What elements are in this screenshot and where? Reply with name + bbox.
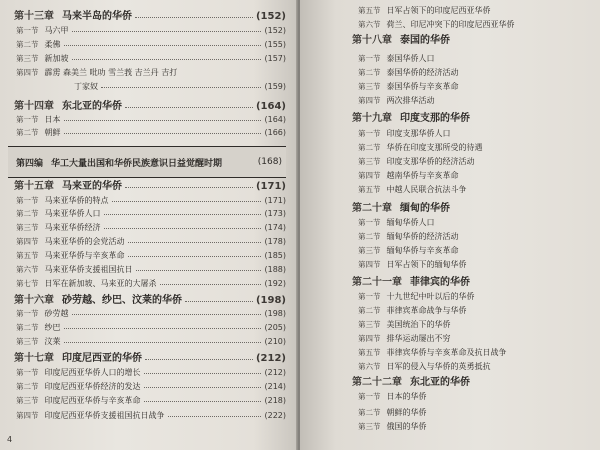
left-page — [0, 0, 298, 450]
entry-number: 第六节 — [358, 20, 381, 29]
toc-section-entry — [358, 230, 600, 244]
entry-title: 缅甸华侨与辛亥革命 — [386, 246, 459, 255]
toc-section-entry — [16, 409, 286, 423]
entry-title: 缅甸华侨的经济活动 — [386, 232, 459, 241]
leader-dots — [64, 44, 262, 46]
entry-number: 第五节 — [358, 348, 381, 357]
entry-title: 中越人民联合抗法斗争 — [386, 185, 467, 194]
leader-dots — [125, 186, 253, 188]
entry-number: 第一节 — [358, 292, 381, 301]
entry-number: 第一节 — [16, 368, 39, 377]
entry-page: (171) — [264, 196, 286, 205]
entry-number: 第二十二章 — [352, 377, 402, 388]
toc-section-entry — [16, 194, 286, 208]
entry-title: 十九世纪中叶以后的华侨 — [386, 292, 475, 301]
entry-title: 马来亚华侨人口 — [44, 209, 101, 218]
entry-title: 砂劳越 — [44, 309, 69, 318]
entry-title: 汶莱 — [44, 337, 61, 346]
leader-dots — [168, 415, 262, 417]
entry-title: 朝鲜 — [44, 128, 61, 137]
leader-dots — [72, 30, 262, 32]
toc-chapter-entry — [352, 374, 600, 391]
entry-number: 第一节 — [16, 115, 39, 124]
entry-title: 日军占领下的缅甸华侨 — [386, 260, 467, 269]
toc-section-entry — [358, 406, 600, 420]
entry-title: 马来亚华侨的特点 — [44, 196, 109, 205]
entry-title: 东北亚的华侨 — [62, 101, 122, 112]
leader-dots — [144, 386, 262, 388]
toc-section-entry — [16, 207, 286, 221]
entry-title: 华侨在印度支那所受的待遇 — [386, 143, 483, 152]
leader-dots — [144, 400, 262, 402]
entry-number: 第四节 — [358, 96, 381, 105]
entry-title: 马来亚华侨支援祖国抗日 — [44, 265, 133, 274]
entry-title: 缅甸的华侨 — [400, 203, 450, 214]
toc-section-entry — [358, 318, 600, 332]
toc-section-entry — [358, 52, 600, 66]
entry-number: 第七节 — [16, 279, 39, 288]
entry-number: 第一节 — [16, 26, 39, 35]
toc-section-entry — [358, 216, 600, 230]
entry-page: (174) — [264, 223, 286, 232]
entry-number: 第十六章 — [14, 295, 54, 306]
toc-section-entry — [358, 183, 600, 197]
entry-page: (159) — [264, 82, 286, 91]
entry-number: 第二节 — [358, 68, 381, 77]
right-toc-list — [300, 0, 600, 450]
entry-number: 第十五章 — [14, 181, 54, 192]
entry-title: 日军占领下的印度尼西亚华侨 — [386, 6, 491, 15]
leader-dots — [136, 269, 262, 271]
toc-section-entry — [358, 346, 600, 360]
toc-section-entry — [16, 307, 286, 321]
entry-title: 朝鲜的华侨 — [386, 408, 427, 417]
entry-number: 第二节 — [16, 209, 39, 218]
part-page: (168) — [257, 157, 282, 167]
entry-number: 第二节 — [16, 323, 39, 332]
entry-number: 第一节 — [358, 218, 381, 227]
entry-title: 印度支那华侨人口 — [386, 129, 451, 138]
entry-title: 马来亚华侨与辛亥革命 — [44, 251, 125, 260]
leader-dots — [185, 300, 253, 302]
toc-section-entry — [358, 80, 600, 94]
entry-page: (173) — [264, 209, 286, 218]
entry-page: (171) — [255, 181, 286, 192]
toc-section-entry — [358, 290, 600, 304]
toc-section-entry — [358, 304, 600, 318]
leader-dots — [128, 241, 262, 243]
entry-title: 印度尼西亚华侨经济的发达 — [44, 382, 141, 391]
entry-number: 第五节 — [16, 251, 39, 260]
entry-number: 第三节 — [358, 82, 381, 91]
entry-number: 第二十章 — [352, 203, 392, 214]
entry-title: 马六甲 — [44, 26, 69, 35]
entry-page: (155) — [264, 40, 286, 49]
leader-dots — [145, 358, 253, 360]
entry-number: 第六节 — [358, 362, 381, 371]
entry-page: (218) — [264, 396, 286, 405]
toc-section-entry — [16, 235, 286, 249]
entry-title: 印度尼西亚华侨支援祖国抗日战争 — [44, 411, 165, 420]
entry-page: (212) — [264, 368, 286, 377]
entry-number: 第二节 — [358, 408, 381, 417]
toc-chapter-entry — [352, 32, 600, 49]
entry-title: 印度尼西亚的华侨 — [62, 353, 142, 364]
entry-title: 荷兰、印尼冲突下的印度尼西亚华侨 — [386, 20, 515, 29]
entry-number: 第二节 — [358, 306, 381, 315]
leader-dots — [64, 341, 262, 343]
page-folio: 4 — [7, 435, 13, 444]
entry-page: (188) — [264, 265, 286, 274]
toc-section-entry — [16, 263, 286, 277]
entry-title: 印度支那华侨的经济活动 — [386, 157, 475, 166]
entry-title: 印度尼西亚华侨人口的增长 — [44, 368, 141, 377]
leader-dots — [64, 327, 262, 329]
leader-dots — [104, 213, 262, 215]
entry-page: (178) — [264, 237, 286, 246]
toc-chapter-entry — [14, 178, 286, 195]
toc-section-entry — [358, 155, 600, 169]
entry-number: 第二节 — [16, 128, 39, 137]
entry-number: 第五节 — [358, 185, 381, 194]
entry-number: 第三节 — [16, 54, 39, 63]
entry-number: 第四节 — [16, 411, 39, 420]
entry-title: 日本的华侨 — [386, 392, 427, 401]
entry-number: 第六节 — [16, 265, 39, 274]
entry-number: 第十四章 — [14, 101, 54, 112]
entry-number: 第四节 — [358, 260, 381, 269]
toc-section-entry — [16, 366, 286, 380]
leader-dots — [135, 16, 253, 18]
entry-number: 第十七章 — [14, 353, 54, 364]
left-toc-list — [0, 0, 298, 450]
entry-page: (214) — [264, 382, 286, 391]
leader-dots — [104, 227, 262, 229]
entry-number: 第四节 — [16, 237, 39, 246]
leader-dots — [112, 200, 262, 202]
entry-title: 马来亚华侨的会党活动 — [44, 237, 125, 246]
toc-section-entry — [358, 141, 600, 155]
entry-page: (198) — [255, 295, 286, 306]
entry-title: 美国统治下的华侨 — [386, 320, 451, 329]
leader-dots — [128, 255, 262, 257]
entry-page: (157) — [264, 54, 286, 63]
toc-chapter-entry — [14, 350, 286, 367]
toc-section-entry — [358, 332, 600, 346]
entry-title: 泰国的华侨 — [400, 35, 450, 46]
entry-number: 第二节 — [16, 40, 39, 49]
entry-title: 日军在新加坡、马来亚的大屠杀 — [44, 279, 157, 288]
entry-title: 新加坡 — [44, 54, 69, 63]
entry-page: (212) — [255, 353, 286, 364]
part-title: 华工大量出国和华侨民族意识日益觉醒时期 — [51, 158, 223, 169]
entry-page: (222) — [264, 411, 286, 420]
entry-number: 第五节 — [358, 6, 381, 15]
entry-number: 第一节 — [358, 129, 381, 138]
entry-number: 第三节 — [358, 422, 381, 431]
toc-section-entry — [358, 66, 600, 80]
entry-number: 第三节 — [16, 223, 39, 232]
entry-number: 第十八章 — [352, 35, 392, 46]
toc-section-entry — [358, 244, 600, 258]
toc-section-entry — [16, 24, 286, 38]
entry-title: 柔佛 — [44, 40, 61, 49]
entry-number: 第三节 — [16, 396, 39, 405]
entry-title: 泰国华侨的经济活动 — [386, 68, 459, 77]
entry-page: (166) — [264, 128, 286, 137]
toc-section-entry — [16, 52, 286, 66]
entry-number: 第一节 — [16, 309, 39, 318]
toc-section-entry — [16, 38, 286, 52]
toc-section-entry — [358, 420, 600, 434]
entry-page: (198) — [264, 309, 286, 318]
entry-number: 第二节 — [358, 232, 381, 241]
entry-title: 菲律宾革命战争与华侨 — [386, 306, 467, 315]
entry-number: 第一节 — [358, 392, 381, 401]
entry-number: 第三节 — [358, 157, 381, 166]
entry-title: 越南华侨与辛亥革命 — [386, 171, 459, 180]
toc-section-entry — [16, 66, 286, 80]
entry-number: 第四节 — [358, 334, 381, 343]
entry-title: 泰国华侨人口 — [386, 54, 435, 63]
entry-title: 马来亚华侨经济 — [44, 223, 101, 232]
entry-page: (185) — [264, 251, 286, 260]
entry-number: 第二十一章 — [352, 277, 402, 288]
toc-section-entry — [358, 127, 600, 141]
entry-title: 印度尼西亚华侨与辛亥革命 — [44, 396, 141, 405]
entry-number: 第四节 — [358, 171, 381, 180]
entry-title: 日军的侵入与华侨的英勇抵抗 — [386, 362, 491, 371]
entry-title: 砂劳越、纱巴、汶莱的华侨 — [62, 295, 182, 306]
toc-section-entry — [16, 126, 286, 140]
entry-number: 第二节 — [16, 382, 39, 391]
right-page — [300, 0, 600, 450]
entry-title: 纱巴 — [44, 323, 61, 332]
entry-title: 马来亚的华侨 — [62, 181, 122, 192]
entry-number: 第二节 — [358, 143, 381, 152]
entry-title: 霹雳 森美兰 吡叻 雪兰莪 吉兰丹 吉打 — [44, 68, 178, 77]
entry-title: 丁家奴 — [74, 82, 98, 91]
toc-section-entry — [16, 249, 286, 263]
toc-section-entry — [16, 221, 286, 235]
toc-section-entry — [358, 4, 600, 18]
toc-chapter-entry — [352, 110, 600, 127]
entry-number: 第三节 — [358, 320, 381, 329]
entry-page: (205) — [264, 323, 286, 332]
entry-title: 菲律宾华侨与辛亥革命及抗日战争 — [386, 348, 507, 357]
leader-dots — [72, 58, 262, 60]
entry-title: 两次排华活动 — [386, 96, 435, 105]
part-heading — [8, 146, 286, 178]
toc-section-entry — [358, 18, 600, 32]
entry-page: (192) — [264, 279, 286, 288]
toc-section-entry — [358, 258, 600, 272]
entry-title: 印度支那的华侨 — [400, 113, 470, 124]
entry-number: 第一节 — [16, 196, 39, 205]
entry-page: (210) — [264, 337, 286, 346]
leader-dots — [64, 119, 262, 121]
entry-title: 菲律宾的华侨 — [410, 277, 470, 288]
toc-section-entry — [16, 80, 286, 94]
leader-dots — [101, 86, 261, 88]
toc-section-entry — [358, 169, 600, 183]
toc-chapter-entry — [14, 8, 286, 25]
toc-section-entry — [16, 380, 286, 394]
entry-title: 马来半岛的华侨 — [62, 11, 132, 22]
entry-title: 日本 — [44, 115, 61, 124]
leader-dots — [160, 283, 262, 285]
toc-section-entry — [16, 277, 286, 291]
part-number: 第四编 — [16, 158, 44, 169]
entry-number: 第一节 — [358, 54, 381, 63]
entry-page: (152) — [264, 26, 286, 35]
entry-page: (152) — [255, 11, 286, 22]
entry-title: 东北亚的华侨 — [410, 377, 470, 388]
entry-page: (164) — [255, 101, 286, 112]
entry-title: 泰国华侨与辛亥革命 — [386, 82, 459, 91]
toc-section-entry — [16, 394, 286, 408]
toc-chapter-entry — [352, 200, 600, 217]
toc-section-entry — [358, 390, 600, 404]
entry-number: 第三节 — [358, 246, 381, 255]
toc-chapter-entry — [352, 274, 600, 291]
entry-page: (164) — [264, 115, 286, 124]
leader-dots — [64, 132, 262, 134]
entry-title: 排华运动屡出不穷 — [386, 334, 451, 343]
entry-title: 俄国的华侨 — [386, 422, 427, 431]
toc-section-entry — [358, 94, 600, 108]
leader-dots — [72, 313, 262, 315]
leader-dots — [125, 106, 253, 108]
leader-dots — [144, 372, 262, 374]
entry-title: 缅甸华侨人口 — [386, 218, 435, 227]
entry-number: 第十九章 — [352, 113, 392, 124]
toc-section-entry — [16, 321, 286, 335]
toc-section-entry — [358, 360, 600, 374]
toc-section-entry — [16, 113, 286, 127]
entry-number: 第三节 — [16, 337, 39, 346]
toc-section-entry — [16, 335, 286, 349]
entry-number: 第四节 — [16, 68, 39, 77]
entry-number: 第十三章 — [14, 11, 54, 22]
